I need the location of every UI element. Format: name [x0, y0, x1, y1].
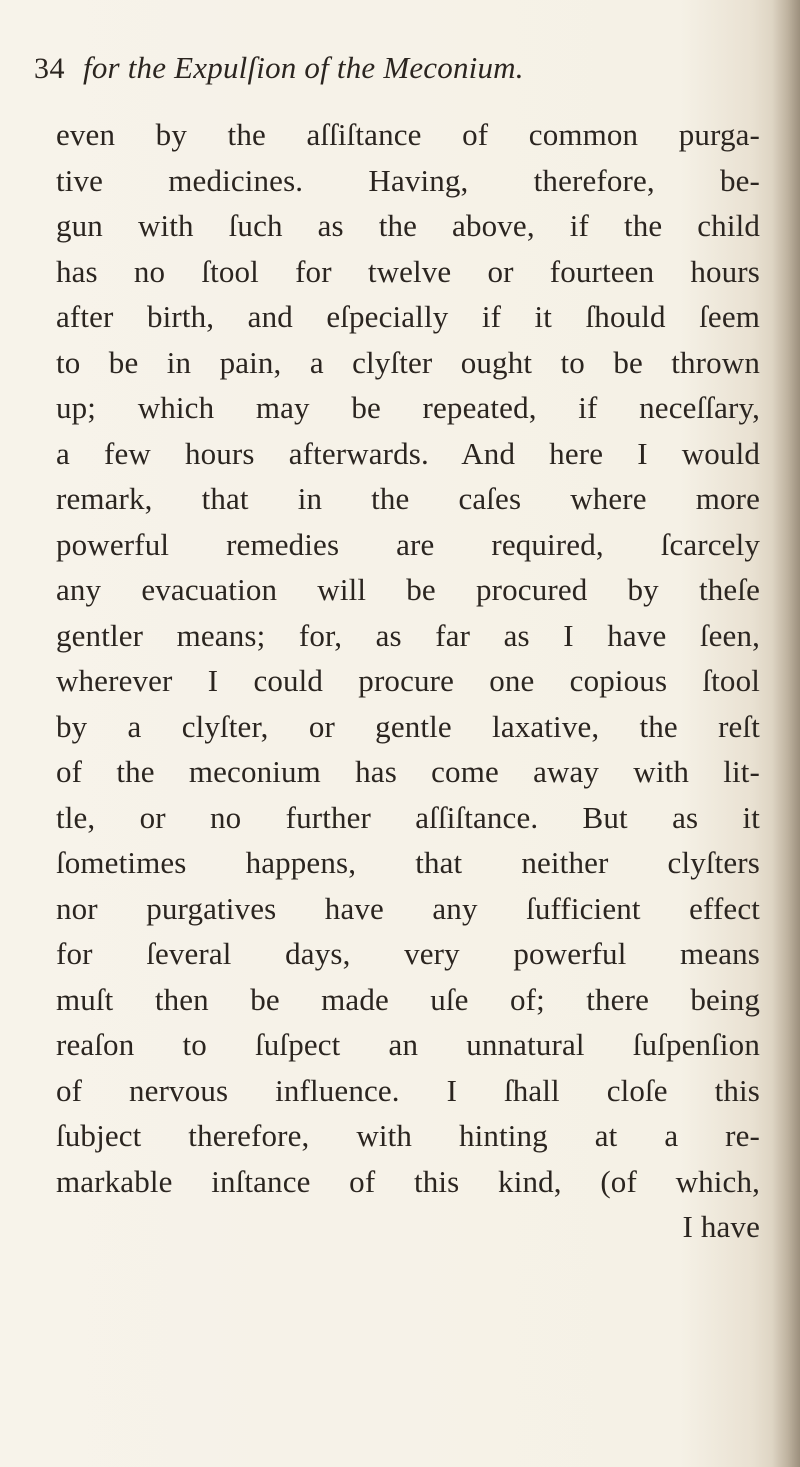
catchword-line: I have: [682, 1209, 760, 1244]
text-line: by a clyſter, or gentle laxative, the reſt: [56, 708, 760, 744]
text-line: muſt then be made uſe of; there being: [56, 981, 760, 1017]
text-line: a few hours afterwards. And here I would: [56, 435, 760, 471]
text-line: even by the aſſiſtance of common purga-: [56, 117, 760, 152]
text-line: tive medicines. Having, therefore, be-: [56, 162, 760, 198]
text-line: wherever I could procure one copious ſtool: [56, 663, 760, 698]
page-header: [34, 50, 754, 92]
text-line: ſubject therefore, with hinting at a re-: [56, 1118, 760, 1153]
text-line: nor purgatives have any ſufficient effect: [56, 890, 760, 926]
page-edge-shadow: [772, 0, 800, 1467]
text-line: gun with ſuch as the above, if the child: [56, 208, 760, 243]
page-number: 34: [34, 52, 65, 85]
text-line: has no ſtool for twelve or fourteen hours: [56, 253, 760, 289]
text-line: gentler means; for, as far as I have ſeen,: [56, 617, 760, 653]
running-head: for the Expulſion of the Meconium.: [83, 50, 524, 85]
text-line: reaſon to ſuſpect an unnatural ſuſpenſion: [56, 1027, 760, 1062]
text-line: after birth, and eſpecially if it ſhould ſeem: [56, 299, 760, 334]
text-line: remark, that in the caſes where more: [56, 481, 760, 516]
text-line: tle, or no further aſſiſtance. But as it: [56, 799, 760, 835]
text-line: powerful remedies are required, ſcarcely: [56, 526, 760, 562]
text-line: for ſeveral days, very powerful means: [56, 936, 760, 971]
text-line: to be in pain, a clyſter ought to be thrown: [56, 344, 760, 380]
text-line: markable inſtance of this kind, (of which,: [56, 1163, 760, 1199]
text-line: up; which may be repeated, if neceſſary,: [56, 390, 760, 425]
text-line: of nervous influence. I ſhall cloſe this: [56, 1072, 760, 1108]
text-line: of the meconium has come away with lit-: [56, 754, 760, 789]
text-line: ſometimes happens, that neither clyſters: [56, 845, 760, 880]
body-text: [56, 112, 760, 1250]
text-line: any evacuation will be procured by theſe: [56, 572, 760, 607]
